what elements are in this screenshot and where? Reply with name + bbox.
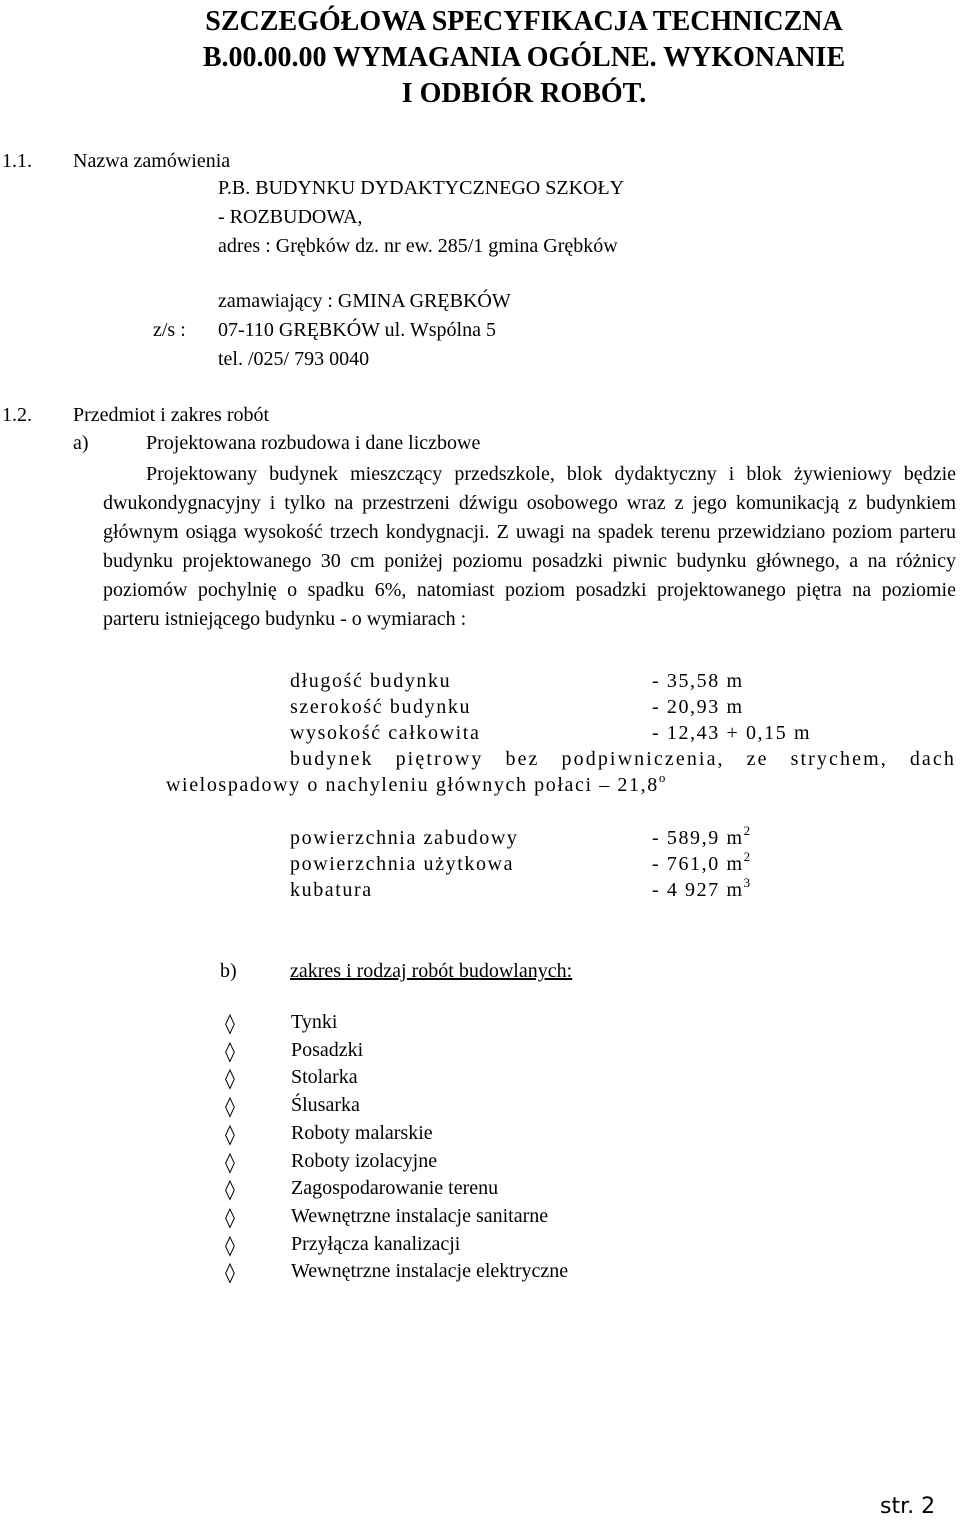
document-title-line-1: SZCZEGÓŁOWA SPECYFIKACJA TECHNICZNA — [205, 6, 843, 37]
diamond-bullet-icon: ◊ — [225, 1204, 235, 1229]
page-number: str. 2 — [880, 1494, 936, 1519]
dimension-label-height: wysokość całkowita — [290, 722, 481, 744]
area-value-built: - 589,9 $m^2$ — [652, 823, 752, 849]
client-address-line: 07-110 GRĘBKÓW ul. Wspólna 5 — [218, 319, 496, 341]
dimension-value-width: - 20,93 m — [652, 696, 744, 718]
dimension-label-width: szerokość budynku — [290, 696, 472, 718]
dimension-label-length: długość budynku — [290, 670, 452, 692]
diamond-bullet-icon: ◊ — [225, 1177, 235, 1202]
diamond-bullet-icon: ◊ — [225, 1094, 235, 1119]
client-phone-line: tel. /025/ 793 0040 — [218, 348, 370, 370]
subsection-b-heading: zakres i rodzaj robót budowlanych: — [290, 960, 573, 982]
section-2-number: 1.2. — [2, 404, 32, 426]
degree-mark: o — [658, 770, 667, 785]
document-title-line-2: B.00.00.00 WYMAGANIA OGÓLNE. WYKONANIE — [202, 42, 846, 73]
subsection-a-heading: Projektowana rozbudowa i dane liczbowe — [146, 432, 481, 454]
list-item-label: Posadzki — [291, 1038, 364, 1061]
list-item-label: Roboty malarskie — [291, 1121, 433, 1144]
list-item-label: Zagospodarowanie terenu — [291, 1177, 499, 1200]
list-item-label: Wewnętrzne instalacje sanitarne — [291, 1204, 549, 1227]
description-paragraph: Projektowany budynek mieszczący przedszkole, blok dydaktyczny i blok żywieniowy będzie dwukondygnacyjny i tylko na przestrzeni dźwigu osobowego wraz z jego komunikacją z budynkiem głównym osiąga wysokość trzech kondygnacji. Z uwagi na spadek terenu przewidziano poziom parteru budynku projektowanego 30 cm poniżej poziomu posadzki piwnic budynku głównego, a na różnicy poziomów pochylnię o spadku 6%, natomiast poziom posadzki projektowanego piętra na poziomie parteru istniejącego budynku - o wymiarach : — [103, 463, 956, 630]
document-title-line-3: I ODBIÓR ROBÓT. — [401, 78, 647, 109]
diamond-bullet-icon: ◊ — [225, 1011, 235, 1035]
list-item-label: Tynki — [291, 1011, 338, 1033]
subsection-a-label: a) — [73, 432, 89, 454]
diamond-bullet-icon: ◊ — [225, 1066, 235, 1091]
diamond-bullet-icon: ◊ — [225, 1149, 235, 1174]
dimension-value-length: - 35,58 m — [652, 670, 744, 692]
project-address-line: adres : Grębków dz. nr ew. 285/1 gmina Grębków — [218, 235, 618, 257]
area-value-volume: - 4 927 $m^3$ — [652, 875, 752, 901]
project-name-line-2: - ROZBUDOWA, — [218, 206, 363, 228]
area-label-built: powierzchnia zabudowy — [290, 827, 519, 849]
dimension-value-height: - 12,43 + 0,15 m — [652, 722, 812, 744]
building-description-line-1: budynek piętrowy bez podpiwniczenia, ze strychem, dach — [290, 748, 956, 770]
list-item-label: Przyłącza kanalizacji — [291, 1232, 461, 1255]
building-description-line-2: wielospadowy o nachyleniu głównych połaci – 21,8$^o$ — [166, 770, 667, 796]
diamond-bullet-icon: ◊ — [225, 1260, 235, 1285]
project-name-line-1: P.B. BUDYNKU DYDAKTYCZNEGO SZKOŁY — [218, 177, 625, 199]
client-line: zamawiający : GMINA GRĘBKÓW — [218, 290, 511, 312]
list-item-label: Stolarka — [291, 1066, 358, 1089]
list-item-label: Roboty izolacyjne — [291, 1149, 438, 1172]
section-1-number: 1.1. — [2, 150, 32, 172]
section-1-heading: Nazwa zamówienia — [73, 150, 231, 172]
subsection-b-label: b) — [220, 960, 237, 982]
diamond-bullet-icon: ◊ — [225, 1038, 235, 1063]
zs-label: z/s : — [153, 319, 186, 341]
diamond-bullet-icon: ◊ — [225, 1232, 235, 1257]
diamond-bullet-icon: ◊ — [225, 1121, 235, 1146]
area-value-usable: - 761,0 $m^2$ — [652, 849, 752, 875]
area-label-volume: kubatura — [290, 879, 373, 901]
list-item-label: Ślusarka — [291, 1094, 360, 1117]
list-item-label: Wewnętrzne instalacje elektryczne — [291, 1260, 569, 1283]
area-label-usable: powierzchnia użytkowa — [290, 853, 515, 875]
section-2-heading: Przedmiot i zakres robót — [73, 404, 270, 426]
